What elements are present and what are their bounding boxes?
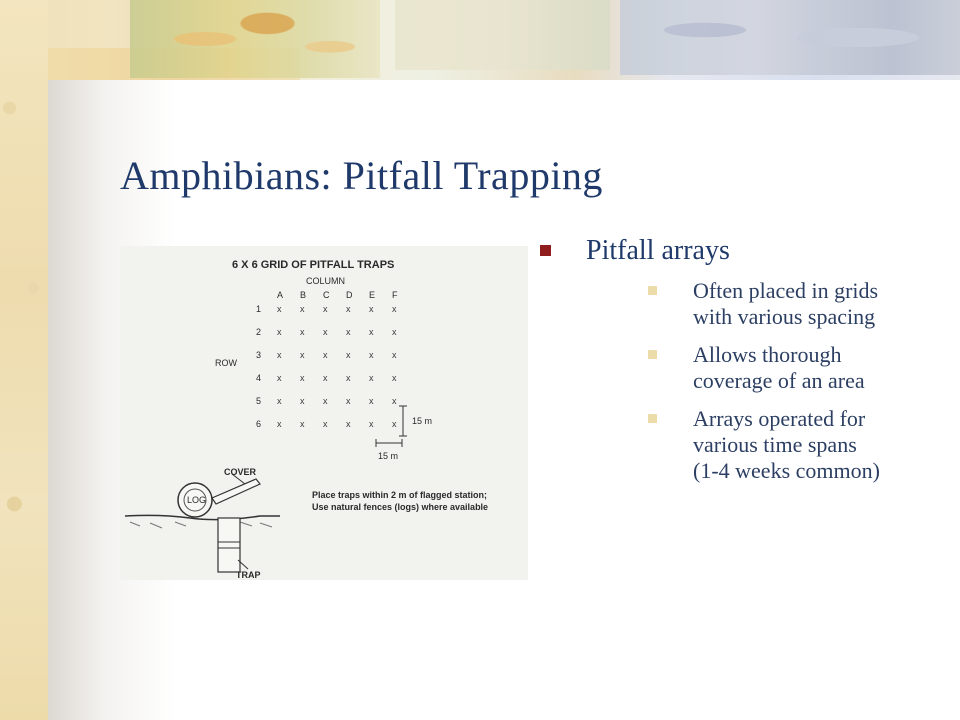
trap-marker: x (277, 396, 282, 406)
sub-bullet-line: various time spans (693, 432, 857, 457)
trap-marker: x (300, 350, 305, 360)
trap-marker: x (300, 419, 305, 429)
figure-row-label: ROW (215, 358, 237, 368)
bullet-square-icon (540, 245, 551, 256)
grid-column-label: B (300, 290, 307, 300)
trap-marker: x (300, 304, 305, 314)
trap-marker: x (369, 304, 374, 314)
trap-marker: x (346, 327, 351, 337)
grid-column-label: C (323, 290, 330, 300)
trap-marker: x (346, 373, 351, 383)
sub-bullet-item (586, 406, 950, 484)
figure-note-line1: Place traps within 2 m of flagged station; (312, 490, 488, 500)
grid-column-label: A (277, 290, 284, 300)
trap-cover-icon (212, 479, 260, 504)
trap-marker: x (392, 396, 397, 406)
slide-left-strip (0, 0, 48, 720)
trap-marker: x (300, 373, 305, 383)
trap-marker: x (392, 350, 397, 360)
trap-marker: x (392, 373, 397, 383)
sub-bullet-line: Allows thorough (693, 342, 842, 367)
trap-marker: x (277, 350, 282, 360)
trap-label: TRAP (236, 570, 261, 580)
trap-marker: x (323, 304, 328, 314)
bullet-list (540, 232, 950, 496)
trap-marker: x (369, 396, 374, 406)
sub-bullet-item (586, 278, 950, 330)
sub-bullet-square-icon (648, 286, 657, 295)
pitfall-grid-diagram (120, 246, 528, 580)
sub-bullet-list (586, 278, 950, 484)
trap-marker: x (323, 396, 328, 406)
trap-marker: x (392, 304, 397, 314)
figure-column-label: COLUMN (306, 276, 346, 286)
trap-marker: x (346, 304, 351, 314)
trap-marker: x (346, 350, 351, 360)
trap-marker: x (277, 373, 282, 383)
sub-bullet-line: with various spacing (693, 304, 876, 329)
trap-marker: x (346, 396, 351, 406)
trap-marker: x (369, 373, 374, 383)
trap-grid (256, 290, 398, 429)
figure-note-line2: Use natural fences (logs) where available (312, 502, 489, 512)
sub-bullet-line: (1-4 weeks common) (693, 458, 880, 483)
grid-row-label: 5 (256, 396, 262, 406)
log-label: LOG (187, 495, 207, 505)
trap-marker: x (392, 419, 397, 429)
trap-marker: x (300, 327, 305, 337)
horizontal-spacing-label: 15 m (378, 451, 399, 461)
grid-column-label: D (346, 290, 353, 300)
trap-marker: x (369, 350, 374, 360)
sub-bullet-line: Often placed in grids (693, 278, 879, 303)
trap-marker: x (323, 419, 328, 429)
trap-marker: x (323, 373, 328, 383)
trap-marker: x (392, 327, 397, 337)
grid-row-label: 2 (256, 327, 262, 337)
grid-column-label: E (369, 290, 376, 300)
sub-bullet-line: coverage of an area (693, 368, 865, 393)
pitfall-grid-figure (120, 246, 528, 580)
trap-marker: x (369, 327, 374, 337)
trap-marker: x (346, 419, 351, 429)
grid-column-label: F (392, 290, 398, 300)
trap-marker: x (277, 327, 282, 337)
trap-illustration (125, 467, 280, 580)
trap-marker: x (300, 396, 305, 406)
sub-bullet-line: Arrays operated for (693, 406, 866, 431)
banner-middle-photo (395, 0, 610, 70)
grid-row-label: 3 (256, 350, 262, 360)
grid-row-label: 1 (256, 304, 262, 314)
trap-bucket-icon (218, 518, 240, 572)
trap-marker: x (369, 419, 374, 429)
cover-label: COVER (224, 467, 257, 477)
trap-marker: x (277, 304, 282, 314)
bullet-main-text: Pitfall arrays (586, 235, 730, 266)
banner-leaves-photo (130, 0, 380, 78)
sub-bullet-square-icon (648, 414, 657, 423)
trap-marker: x (323, 327, 328, 337)
figure-title: 6 X 6 GRID OF PITFALL TRAPS (232, 259, 395, 271)
horizontal-spacing-marker (376, 439, 402, 447)
grid-row-label: 4 (256, 373, 262, 383)
trap-marker: x (277, 419, 282, 429)
grid-row-label: 6 (256, 419, 262, 429)
vertical-spacing-marker (399, 406, 407, 436)
bullet-main (540, 232, 950, 484)
slide-title: Amphibians: Pitfall Trapping (120, 153, 603, 198)
trap-marker: x (323, 350, 328, 360)
sub-bullet-square-icon (648, 350, 657, 359)
vertical-spacing-label: 15 m (412, 416, 433, 426)
banner-stones-photo (620, 0, 960, 75)
sub-bullet-item (586, 342, 950, 394)
